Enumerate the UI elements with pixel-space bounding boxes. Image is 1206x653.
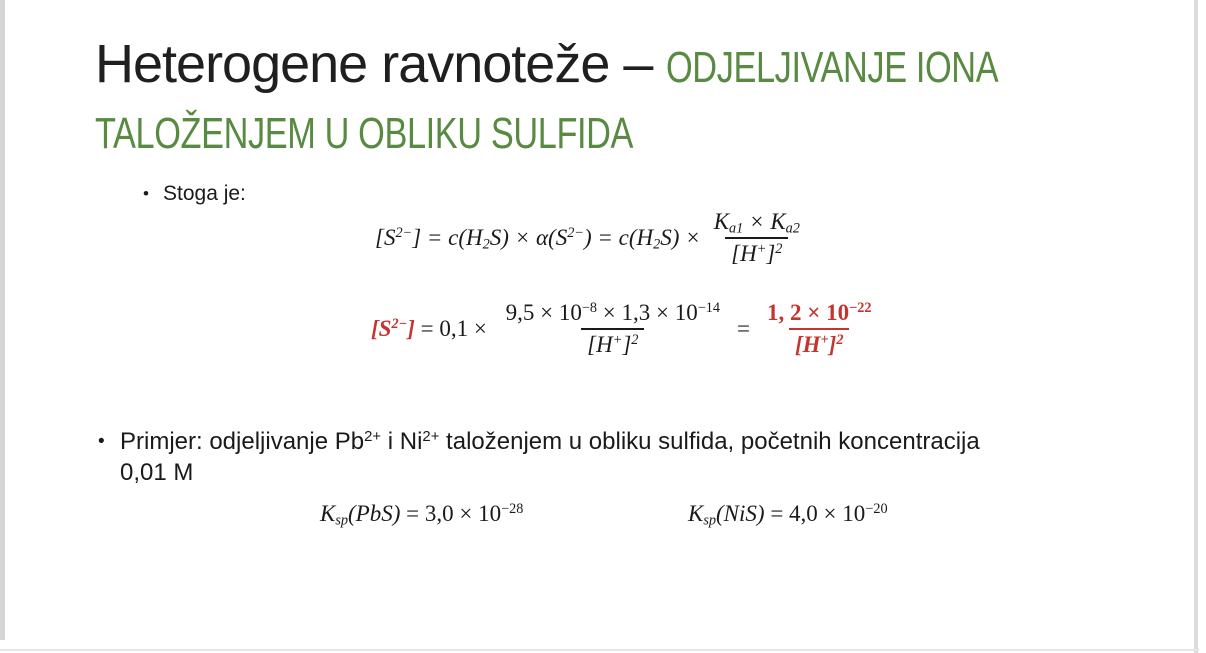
math-token: 9,5 × 10 — [505, 300, 582, 325]
title-text-black: Heterogene ravnoteže – — [95, 34, 667, 94]
equals-sign: = — [737, 315, 750, 341]
subscript: 2 — [653, 236, 661, 253]
title-text-green-line1: ODJELJIVANJE IONA — [666, 43, 999, 92]
superscript: 2 — [836, 331, 844, 348]
fraction-result-red — [762, 299, 876, 358]
math-token: ) = c(H — [583, 224, 654, 250]
math-token: S) × — [660, 224, 701, 250]
superscript: 2− — [391, 315, 408, 332]
math-token: [H — [587, 331, 613, 357]
math-token: [S — [371, 315, 392, 341]
fraction-numerator — [709, 208, 805, 237]
bullet-primjer — [98, 426, 1160, 488]
math-token: [S — [375, 224, 396, 250]
fraction-denominator — [725, 237, 788, 268]
subscript: a1 — [729, 220, 744, 237]
text-run: taloženjem u obliku sulfida, početnih koncentracija — [439, 428, 980, 455]
title-text-green-line2: TALOŽENJEM U OBLIKU SULFIDA — [95, 109, 634, 158]
math-token: ] — [622, 331, 632, 357]
math-token: K — [688, 501, 704, 526]
text-run: i Ni — [381, 428, 423, 455]
math-token: ] — [407, 315, 415, 341]
bullet-marker: • — [143, 184, 149, 203]
superscript: 2− — [395, 224, 413, 241]
superscript: −20 — [865, 501, 888, 518]
title-line-1 — [95, 31, 1092, 111]
math-token: (NiS) — [716, 501, 765, 526]
subscript: sp — [335, 512, 349, 529]
fraction-denominator — [581, 328, 644, 359]
math-token: = 3,0 × 10 — [400, 501, 502, 526]
superscript: 2 — [775, 240, 783, 257]
superscript: 2 — [631, 331, 639, 348]
subscript: sp — [703, 512, 717, 529]
ksp-nis-formula — [688, 499, 888, 529]
subscript: 2 — [482, 236, 490, 253]
math-token: ] = c(H — [412, 224, 483, 250]
fraction-ka-values — [501, 299, 725, 358]
fraction-denominator — [789, 328, 849, 359]
superscript: −22 — [849, 300, 872, 317]
superscript: 2+ — [364, 428, 382, 445]
title-line-2 — [95, 111, 1092, 167]
math-token: ] — [828, 331, 837, 357]
math-token: [H — [794, 331, 821, 357]
subscript: a2 — [785, 220, 800, 237]
math-token: [H — [731, 240, 757, 266]
math-token: 1, 2 × 10 — [766, 300, 850, 325]
math-token: (PbS) — [348, 501, 401, 526]
superscript: + — [820, 331, 829, 348]
equation-numeric-result — [371, 299, 884, 358]
math-token: K — [770, 209, 786, 234]
superscript: 2− — [567, 224, 584, 241]
superscript: 2+ — [422, 428, 440, 445]
equation-mid: = 0,1 × — [414, 315, 493, 341]
math-token: = 4,0 × 10 — [764, 501, 866, 526]
bullet-marker: • — [98, 431, 105, 452]
text-run: 0,01 M — [120, 459, 194, 486]
fraction-numerator — [762, 299, 876, 328]
math-token: S) × α(S — [489, 224, 568, 250]
superscript: + — [612, 331, 623, 348]
superscript: −28 — [501, 501, 524, 518]
bullet-stoga-je — [143, 181, 246, 207]
bullet-text — [120, 426, 1160, 488]
equation-lhs-red — [371, 316, 415, 342]
equation-left-part — [375, 225, 701, 251]
fraction-numerator — [501, 299, 725, 328]
math-token: × — [743, 209, 771, 234]
math-token: ] — [766, 240, 776, 266]
left-edge-strip — [0, 0, 5, 640]
math-token: × 1,3 × 10 — [597, 300, 698, 325]
slide-title — [95, 31, 1092, 167]
superscript: −8 — [581, 300, 597, 317]
superscript: −14 — [697, 300, 720, 317]
ksp-pbs-formula — [320, 499, 523, 529]
fraction-ka1-ka2 — [709, 208, 805, 267]
superscript: + — [756, 240, 767, 257]
equation-sulfide-concentration — [375, 208, 813, 267]
math-token: K — [320, 501, 336, 526]
bottom-edge-line — [0, 649, 1199, 651]
text-run: Primjer: odjeljivanje Pb — [120, 428, 365, 455]
right-edge-strip — [1194, 0, 1198, 653]
bullet-text: Stoga je: — [163, 182, 246, 205]
math-token: K — [713, 209, 730, 234]
